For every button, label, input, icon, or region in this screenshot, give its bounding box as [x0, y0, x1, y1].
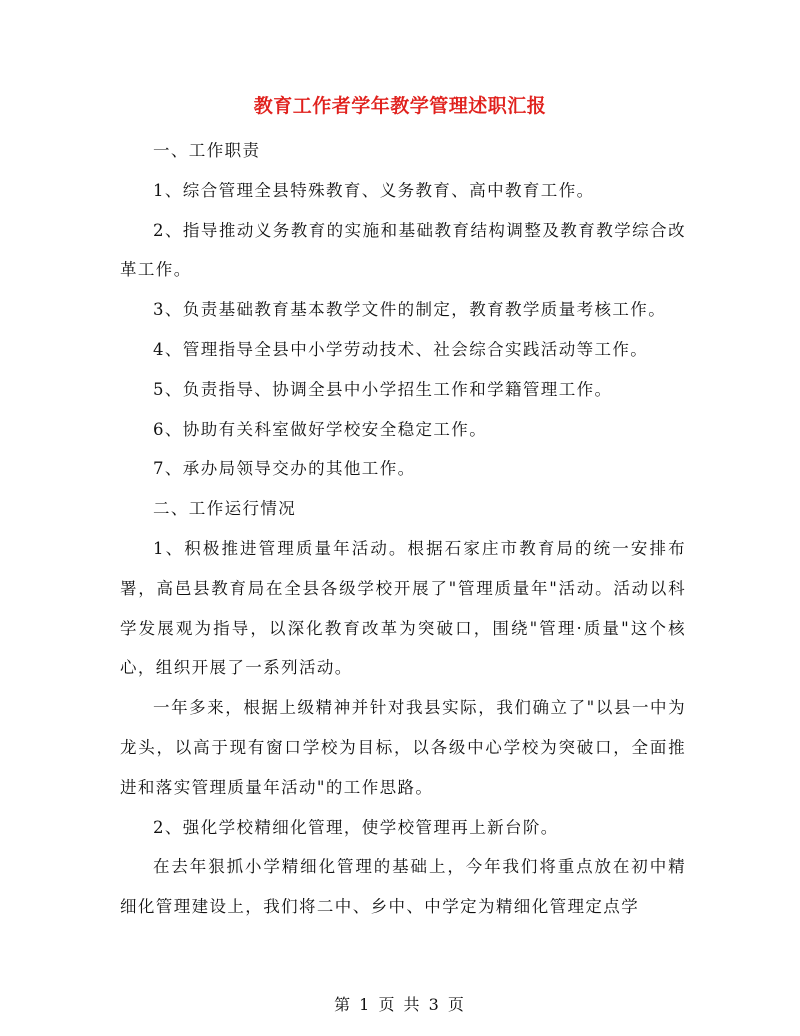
paragraph: 一年多来，根据上级精神并针对我县实际，我们确立了"以县一中为龙头，以高于现有窗口学校为目标，以各级中心学校为突破口，全面推进和落实管理质量年活动"的工作思路。 — [120, 698, 686, 797]
paragraph: 5、负责指导、协调全县中小学招生工作和学籍管理工作。 — [153, 379, 613, 399]
page-number-footer: 第 1 页 共 3 页 — [334, 995, 466, 1014]
section-heading: 一、工作职责 — [153, 141, 261, 160]
paragraph: 2、指导推动义务教育的实施和基础教育结构调整及教育教学综合改革工作。 — [120, 220, 686, 280]
paragraph: 1、综合管理全县特殊教育、义务教育、高中教育工作。 — [153, 180, 595, 200]
paragraph: 7、承办局领导交办的其他工作。 — [153, 459, 416, 479]
paragraph: 3、负责基础教育基本教学文件的制定，教育教学质量考核工作。 — [153, 300, 667, 320]
document-body — [120, 131, 686, 927]
document-title: 教育工作者学年教学管理述职汇报 — [253, 95, 547, 117]
paragraph: 2、强化学校精细化管理，使学校管理再上新台阶。 — [153, 817, 559, 837]
paragraph: 在去年狠抓小学精细化管理的基础上，今年我们将重点放在初中精细化管理建设上，我们将二中、乡中、中学定为精细化管理定点学 — [120, 857, 686, 917]
paragraph: 1、积极推进管理质量年活动。根据石家庄市教育局的统一安排布署，高邑县教育局在全县各级学校开展了"管理质量年"活动。活动以科学发展观为指导，以深化教育改革为突破口，围绕"管理·质量"这个核心，组织开展了一系列活动。 — [120, 538, 686, 678]
section-heading: 二、工作运行情况 — [153, 499, 297, 519]
paragraph: 6、协助有关科室做好学校安全稳定工作。 — [153, 419, 488, 439]
paragraph: 4、管理指导全县中小学劳动技术、社会综合实践活动等工作。 — [153, 339, 649, 359]
